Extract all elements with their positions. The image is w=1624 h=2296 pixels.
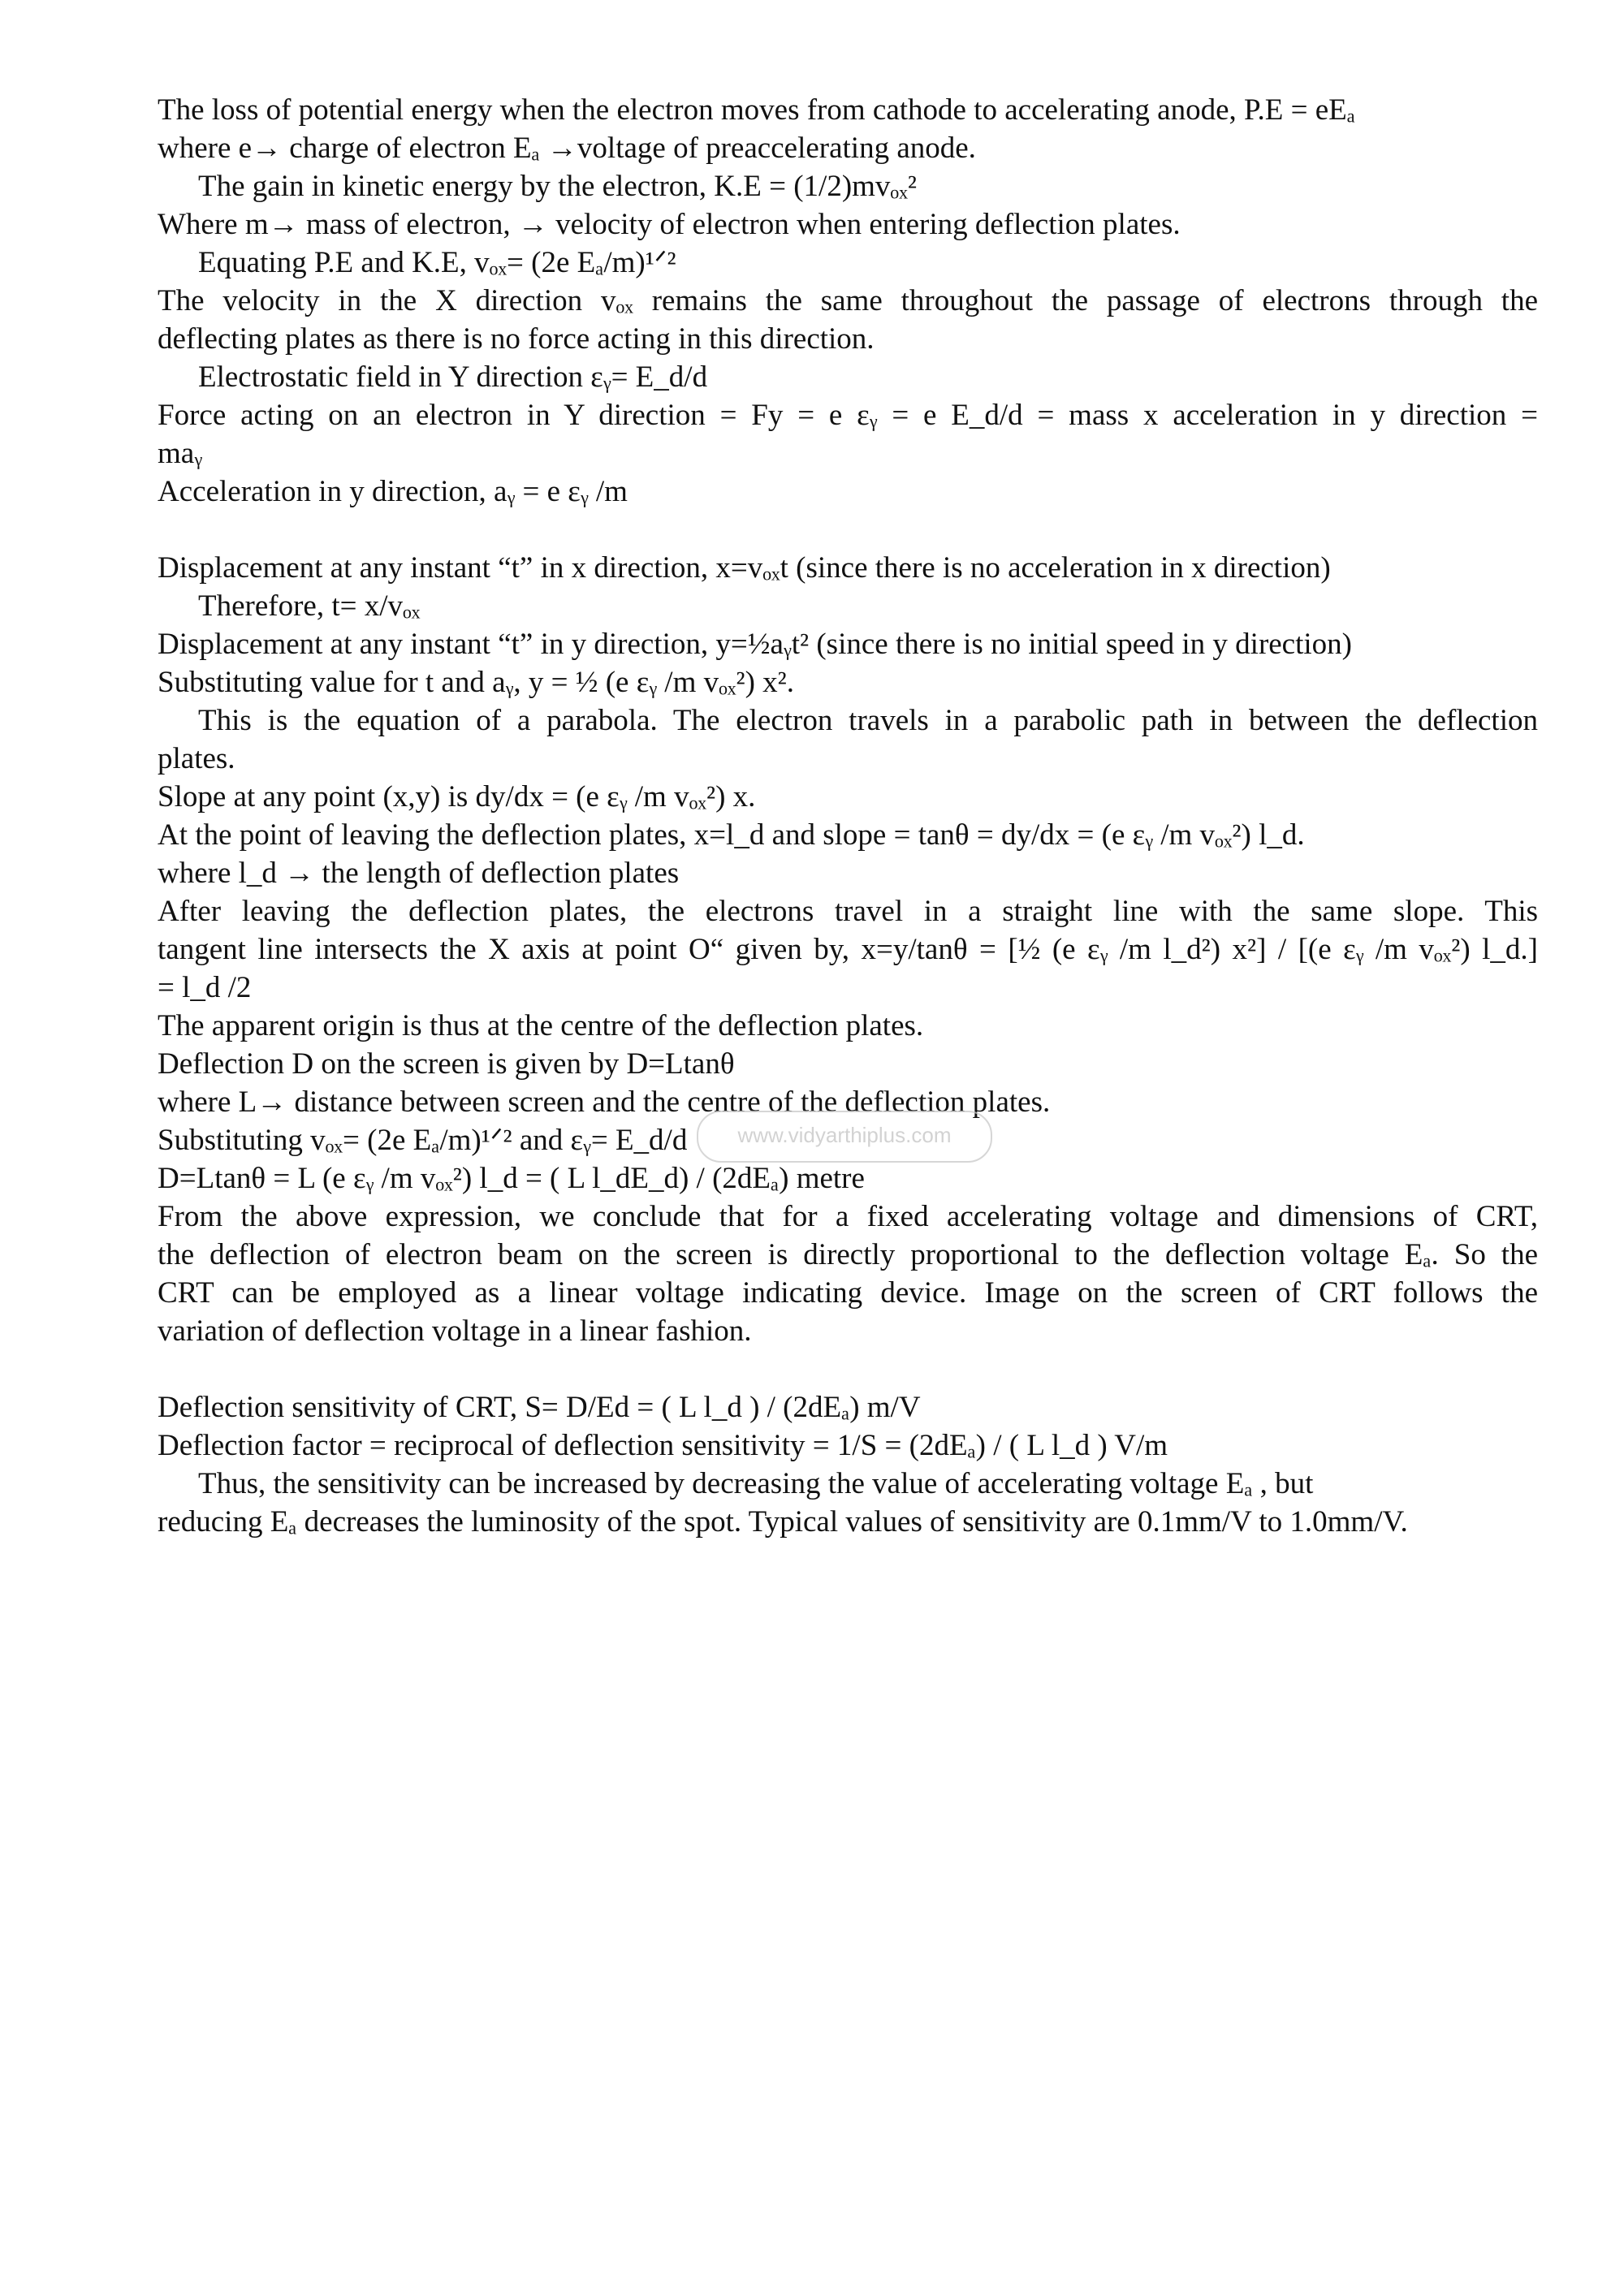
text-line: maᵧ	[158, 437, 203, 470]
text-line: where L→ distance between screen and the centre of the deflection plates.	[158, 1085, 1051, 1119]
text-line: Displacement at any instant “t” in y direction, y=½aᵧt² (since there is no initial speed in y direction)	[158, 628, 1352, 661]
text-line: Slope at any point (x,y) is dy/dx = (e εᵧ /m vₒₓ²) x.	[158, 780, 756, 814]
text-line: The gain in kinetic energy by the electron, K.E = (1/2)mvₒₓ²	[198, 170, 917, 203]
text-line: the deflection of electron beam on the screen is directly proportional to the deflection voltage Eₐ. So the	[158, 1238, 1538, 1271]
text-line: Therefore, t= x/vₒₓ	[198, 589, 421, 623]
text-line: tangent line intersects the X axis at point O“ given by, x=y/tanθ = [½ (e εᵧ /m l_d²) x²] / [(e εᵧ /m vₒₓ²) l_d.]	[158, 933, 1538, 966]
text-line: Where m→ mass of electron, → velocity of electron when entering deflection plates.	[158, 208, 1181, 241]
text-line: Deflection D on the screen is given by D=Ltanθ	[158, 1047, 735, 1081]
text-line: Equating P.E and K.E, vₒₓ= (2e Eₐ/m)¹ᐟ²	[198, 246, 676, 279]
document-body	[158, 91, 1538, 1541]
text-line: Electrostatic field in Y direction εᵧ= E_d/d	[198, 360, 708, 394]
text-line: where e→ charge of electron Eₐ →voltage of preaccelerating anode.	[158, 132, 976, 165]
text-line: The velocity in the X direction vₒₓ remains the same throughout the passage of electrons through the	[158, 284, 1538, 317]
text-line: variation of deflection voltage in a linear fashion.	[158, 1314, 752, 1348]
paragraph-gap	[158, 1350, 1538, 1388]
text-line: where l_d → the length of deflection plates	[158, 857, 680, 890]
text-line: Thus, the sensitivity can be increased by decreasing the value of accelerating voltage Eₐ , but	[198, 1467, 1314, 1500]
text-line: Substituting vₒₓ= (2e Eₐ/m)¹ᐟ² and εᵧ= E_d/d	[158, 1124, 688, 1157]
text-line: CRT can be employed as a linear voltage indicating device. Image on the screen of CRT follows the	[158, 1276, 1538, 1310]
text-line: D=Ltanθ = L (e εᵧ /m vₒₓ²) l_d = ( L l_dE_d) / (2dEₐ) metre	[158, 1162, 865, 1195]
text-line: This is the equation of a parabola. The electron travels in a parabolic path in between the deflection	[198, 704, 1538, 737]
text-line: Substituting value for t and aᵧ, y = ½ (e εᵧ /m vₒₓ²) x².	[158, 666, 794, 699]
text-line: Force acting on an electron in Y direction = Fy = e εᵧ = e E_d/d = mass x acceleration in y direction =	[158, 399, 1538, 432]
text-line: From the above expression, we conclude that for a fixed accelerating voltage and dimensions of CRT,	[158, 1200, 1538, 1233]
watermark: www.vidyarthiplus.com	[697, 1111, 992, 1163]
text-line: reducing Eₐ decreases the luminosity of the spot. Typical values of sensitivity are 0.1mm/V to 1.0mm/V.	[158, 1505, 1408, 1539]
text-line: At the point of leaving the deflection plates, x=l_d and slope = tanθ = dy/dx = (e εᵧ /m vₒₓ²) l_d.	[158, 818, 1305, 852]
text-line: Deflection factor = reciprocal of deflection sensitivity = 1/S = (2dEₐ) / ( L l_d ) V/m	[158, 1429, 1168, 1462]
text-line: = l_d /2	[158, 971, 252, 1004]
text-line: Displacement at any instant “t” in x direction, x=vₒₓt (since there is no acceleration in x direction)	[158, 551, 1331, 585]
text-line: The loss of potential energy when the electron moves from cathode to accelerating anode, P.E = eEₐ	[158, 93, 1355, 127]
text-line: After leaving the deflection plates, the electrons travel in a straight line with the same slope. This	[158, 895, 1538, 928]
text-line: plates.	[158, 742, 235, 775]
text-line: Deflection sensitivity of CRT, S= D/Ed = ( L l_d ) / (2dEₐ) m/V	[158, 1391, 921, 1424]
paragraph-gap	[158, 511, 1538, 549]
text-line: The apparent origin is thus at the centre of the deflection plates.	[158, 1009, 924, 1042]
text-line: Acceleration in y direction, aᵧ = e εᵧ /m	[158, 475, 628, 508]
text-line: deflecting plates as there is no force acting in this direction.	[158, 322, 875, 356]
